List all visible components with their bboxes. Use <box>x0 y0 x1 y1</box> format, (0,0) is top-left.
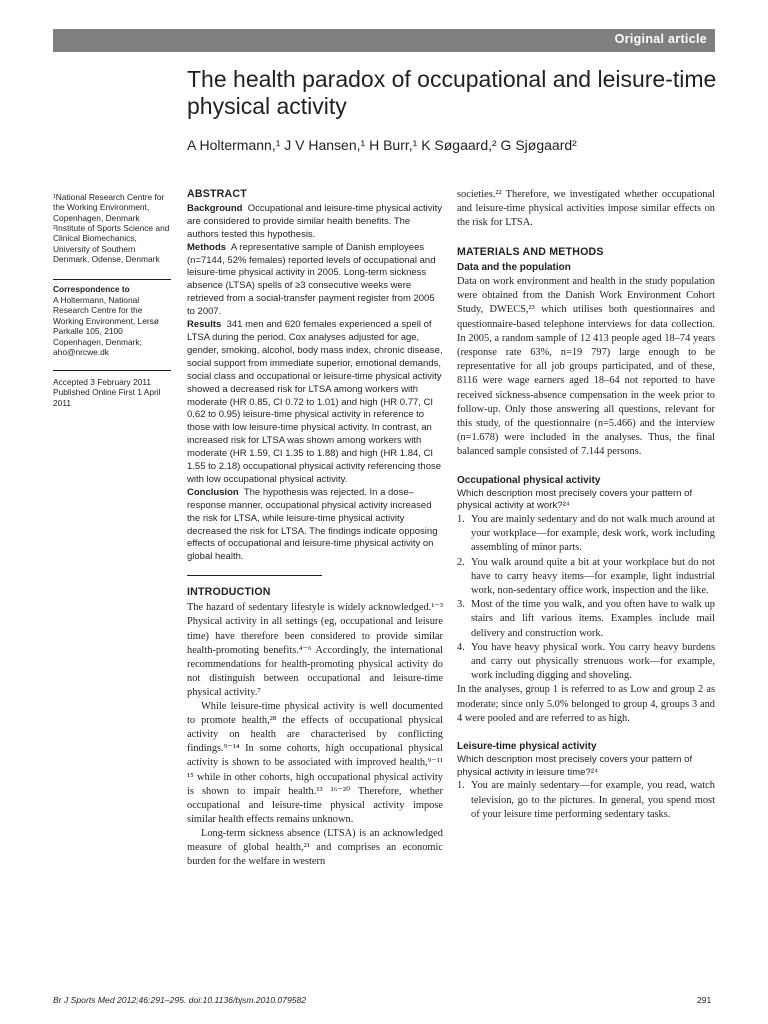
introduction-heading: INTRODUCTION <box>187 586 271 599</box>
abstract-conclusion-label: Conclusion <box>187 486 239 498</box>
correspondence-heading: Correspondence to <box>53 284 130 294</box>
article-type-band <box>53 29 715 52</box>
author-list: A Holtermann,¹ J V Hansen,¹ H Burr,¹ K Søgaard,² G Sjøgaard² <box>187 137 577 153</box>
right-column <box>457 188 715 822</box>
occ-item-text: You are mainly sedentary and do not walk much around at your workplace—for example, desk work, work including assembling of minor parts. <box>471 514 715 554</box>
leisure-options-list <box>457 779 715 822</box>
leisure-item <box>457 779 715 822</box>
introduction-paragraph-2: While leisure-time physical activity is well documented to promote health,²⁸ the effects of occupational physical activity on health are characterised by conflicting findings.⁹⁻¹⁴ In some cohorts, high occupational physical activity is shown to be associated with improved health,⁹⁻¹¹ ¹⁵ while in other cohorts, high occupational physical activity is shown to impair health.¹³ ¹⁶⁻²⁰ Therefore, whether occupational and leisure-time physical activity impose similar health effects remains unknown. <box>187 701 443 825</box>
occ-item <box>457 598 715 641</box>
occupational-activity-heading: Occupational physical activity <box>457 474 601 486</box>
methods-heading: MATERIALS AND METHODS <box>457 245 604 258</box>
data-population-text: Data on work environment and health in the study population were obtained from the Danish Work Environment Cohort Study, DWECS,²³ which utilises both questionnaires and questionnaire-based telephone interviews for data collection. In 2005, a random sample of 12 413 people aged 18–74 years (response rate 63%, n=19 797) large enough to be representative for all job groups participated, and of these, 8116 were wage earners aged 18–64 not reported to have received sickness-absence compensation in the week prior to follow-up. Only those answering all questions, relevant for this study, of the questionnaire (n=5.466) and the interview (n=1.678) were included in the analyses. Thus, the final balanced sample consisted of 7.144 persons. <box>457 276 715 458</box>
introduction-section <box>187 585 443 869</box>
abstract-section <box>187 188 443 564</box>
occ-item <box>457 513 715 556</box>
abstract-results-label: Results <box>187 319 222 331</box>
correspondence-body: A Holtermann, National Research Centre for the Working Environment, Lersø Parkalle 105, 2100 Copenhagen, Denmark; aho@nrcwe.dk <box>53 295 159 358</box>
occ-item-number: 3. <box>457 599 465 611</box>
abstract-heading: ABSTRACT <box>187 188 247 200</box>
sidebar-divider-2 <box>53 370 171 371</box>
occ-item-text: Most of the time you walk, and you often have to walk up stairs and lift various items. Examples include mail delivery and construction work. <box>471 599 715 639</box>
leisure-question: Which description most precisely covers your pattern of physical activity in leisure time?²⁴ <box>457 754 693 778</box>
occupational-question: Which description most precisely covers your pattern of physical activity at work?²⁴ <box>457 487 693 512</box>
abstract-methods-label: Methods <box>187 241 227 253</box>
occ-item-number: 2. <box>457 556 465 568</box>
introduction-paragraph-1: The hazard of sedentary lifestyle is widely acknowledged.¹⁻³ Physical activity in all settings (eg, occupational and leisure time) have therefore been considered to provide similar health-promoting benefits.⁴⁻⁶ Accordingly, the international recommendations for health-promoting physical activity do not distinguish between occupational and leisure-time physical activity.⁷ <box>187 602 443 698</box>
occupational-options-list <box>457 513 715 683</box>
leisure-item-text: You are mainly sedentary—for example, you read, watch television, go to the pictures. In general, you spend most of your leisure time performing sedentary tasks. <box>471 780 715 820</box>
occ-item <box>457 556 715 599</box>
occ-item-text: You have heavy physical work. You carry heavy burdens and carry out physically strenuous work—for example, work including digging and shoveling. <box>471 641 715 682</box>
leisure-item-number: 1. <box>457 780 465 792</box>
publication-dates: Accepted 3 February 2011 Published Online First 1 April 2011 <box>53 377 161 408</box>
middle-column <box>187 188 443 869</box>
abstract-results-text: 341 men and 620 females experienced a spell of LTSA during the period. Cox analyses adjusted for age, gender, smoking, alcohol, body mass index, chronic disease, social support from immediate superior, emotional demands, social class and occupational or leisure-time physical activity showed a decreased risk for LTSA among workers with moderate (HR 0.85, CI 0.72 to 1.01) and high (HR 0.77, CI 0.62 to 0.95) leisure-time physical activity in reference to those with low leisure-time physical activity. In contrast, an increased risk for LTSA was shown among workers with moderate (HR 1.59, CI 1.35 to 1.88) and high (HR 1.84, CI 1.55 to 2.18) occupational physical activity referencing those with low occupational physical activity. <box>187 319 443 485</box>
abstract-background-label: Background <box>187 202 243 214</box>
abstract-conclusion-text: The hypothesis was rejected. In a dose–response manner, occupational physical activity increased the risk for LTSA, while leisure-time physical activity decreased the risk for LTSA. The findings indicate opposing effects of occupational and leisure-time physical activity on global health. <box>187 486 438 563</box>
introduction-paragraph-4: societies.²² Therefore, we investigated whether occupational and leisure-time physical activities impose similar effects on the risk for LTSA. <box>457 189 715 229</box>
occ-item-number: 1. <box>457 514 465 526</box>
leisure-activity-heading: Leisure-time physical activity <box>457 741 597 753</box>
article-title: The health paradox of occupational and leisure-time physical activity <box>187 66 717 119</box>
affiliation-1: ¹National Research Centre for the Working Environment, Copenhagen, Denmark <box>53 192 165 223</box>
citation-footer: Br J Sports Med 2012;46:291–295. doi:10.1136/bjsm.2010.079582 <box>53 995 307 1005</box>
affiliation-2: ²Institute of Sports Science and Clinical Biomechanics, University of Southern Denmark, Odense, Denmark <box>53 223 170 265</box>
data-population-heading: Data and the population <box>457 261 571 273</box>
abstract-divider <box>187 575 322 576</box>
occ-item-number: 4. <box>457 641 465 653</box>
article-type-label: Original article <box>614 32 707 46</box>
occ-item-text: You walk around quite a bit at your workplace but do not have to carry heavy items—for example, light industrial work, non-sedentary office work, inspection and the like. <box>471 556 715 597</box>
occ-item <box>457 641 715 684</box>
introduction-paragraph-3: Long-term sickness absence (LTSA) is an acknowledged measure of global health,²¹ and comprises an economic burden for the welfare in western <box>187 827 443 868</box>
occupational-grouping-text: In the analyses, group 1 is referred to as Low and group 2 as moderate; since only 5.0% belonged to group 4, groups 3 and 4 were pooled and are referred to as high. <box>457 684 715 724</box>
abstract-background-text: Occupational and leisure-time physical activity are considered to provide similar health benefits. The authors tested this hypothesis. <box>187 202 443 240</box>
abstract-methods-text: A representative sample of Danish employees (n=7144, 52% females) reported levels of occupational and leisure-time physical activity in 2005. Long-term sickness absence (LTSA) spells of ≥3 consecutive weeks were retrieved from a social-transfer payment register from 2005 to 2007. <box>187 241 436 318</box>
page-number: 291 <box>697 995 712 1005</box>
sidebar-divider-1 <box>53 279 171 280</box>
